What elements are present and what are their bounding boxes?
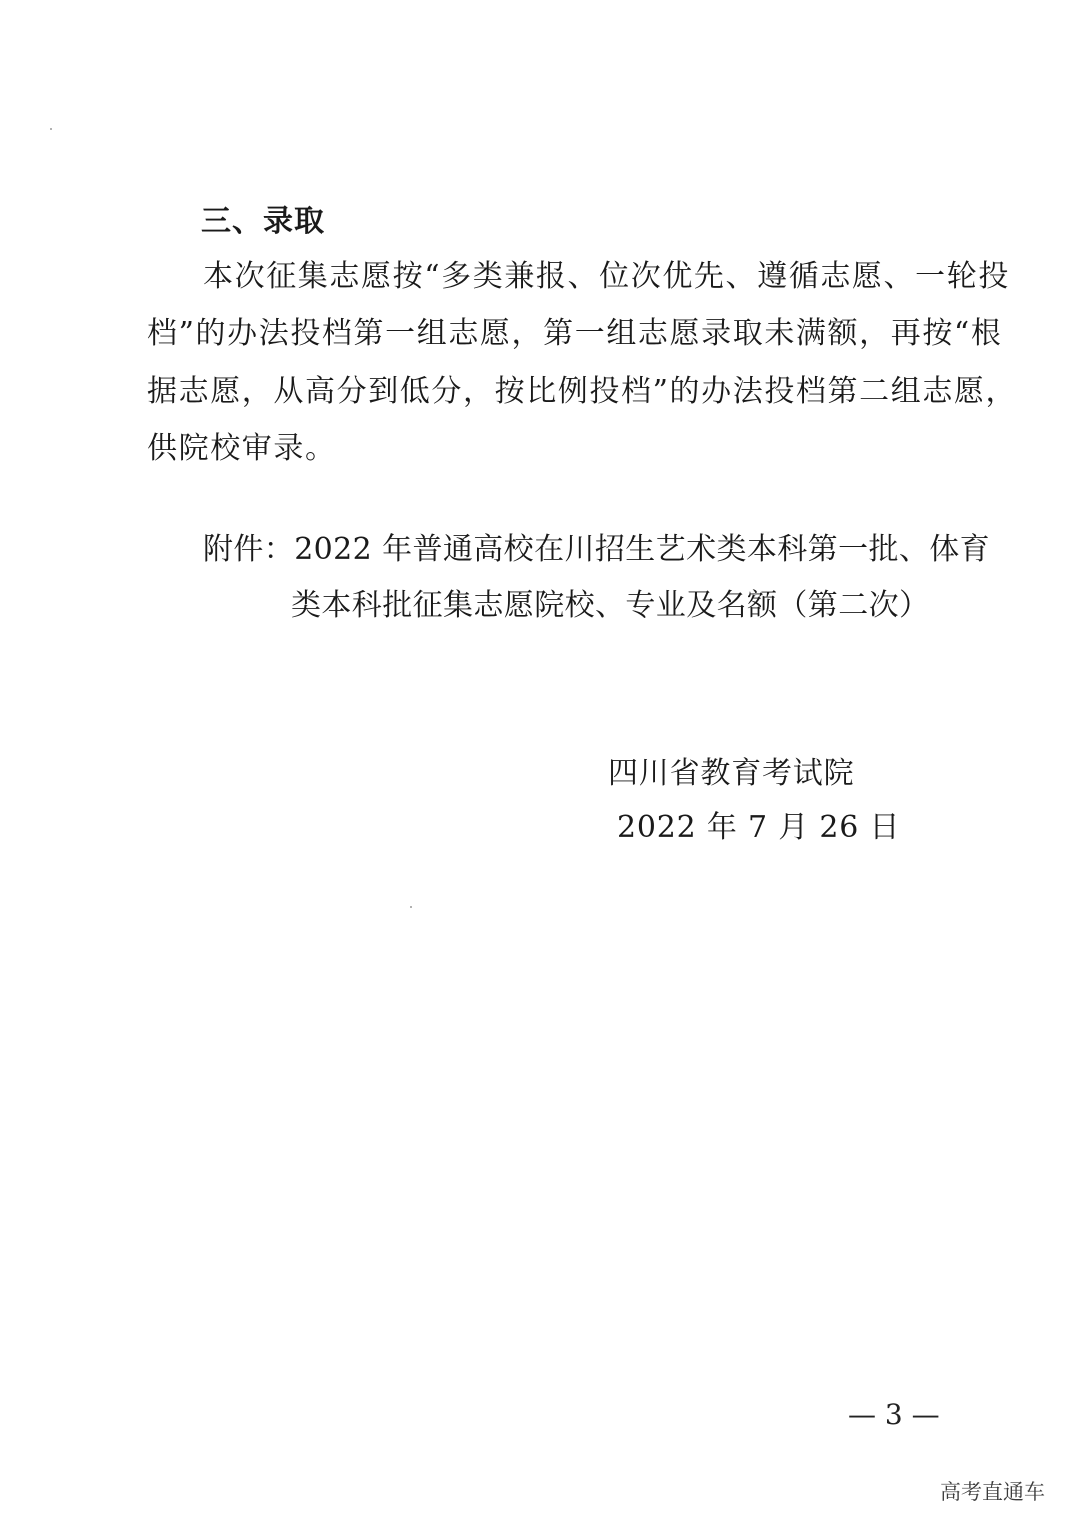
attachment-line: 附件：2022 年普通高校在川招生艺术类本科第一批、体育 xyxy=(203,532,991,567)
page-number: — 3 — xyxy=(848,1398,940,1431)
attachment-line: 类本科批征集志愿院校、专业及名额（第二次） xyxy=(291,588,930,623)
paragraph-line: 本次征集志愿按“多类兼报、位次优先、遵循志愿、一轮投 xyxy=(203,259,1010,294)
issuer-name: 四川省教育考试院 xyxy=(608,756,855,791)
scan-speck xyxy=(410,906,412,908)
paragraph-line: 档”的办法投档第一组志愿，第一组志愿录取未满额，再按“根 xyxy=(147,316,1003,351)
watermark: 高考直通车 xyxy=(940,1480,1045,1504)
issue-date: 2022 年 7 月 26 日 xyxy=(617,810,901,845)
paragraph-line: 供院校审录。 xyxy=(147,431,337,466)
scan-speck xyxy=(50,128,52,130)
paragraph-line: 据志愿，从高分到低分，按比例投档”的办法投档第二组志愿， xyxy=(147,374,1018,409)
section-heading: 三、录取 xyxy=(201,204,325,239)
